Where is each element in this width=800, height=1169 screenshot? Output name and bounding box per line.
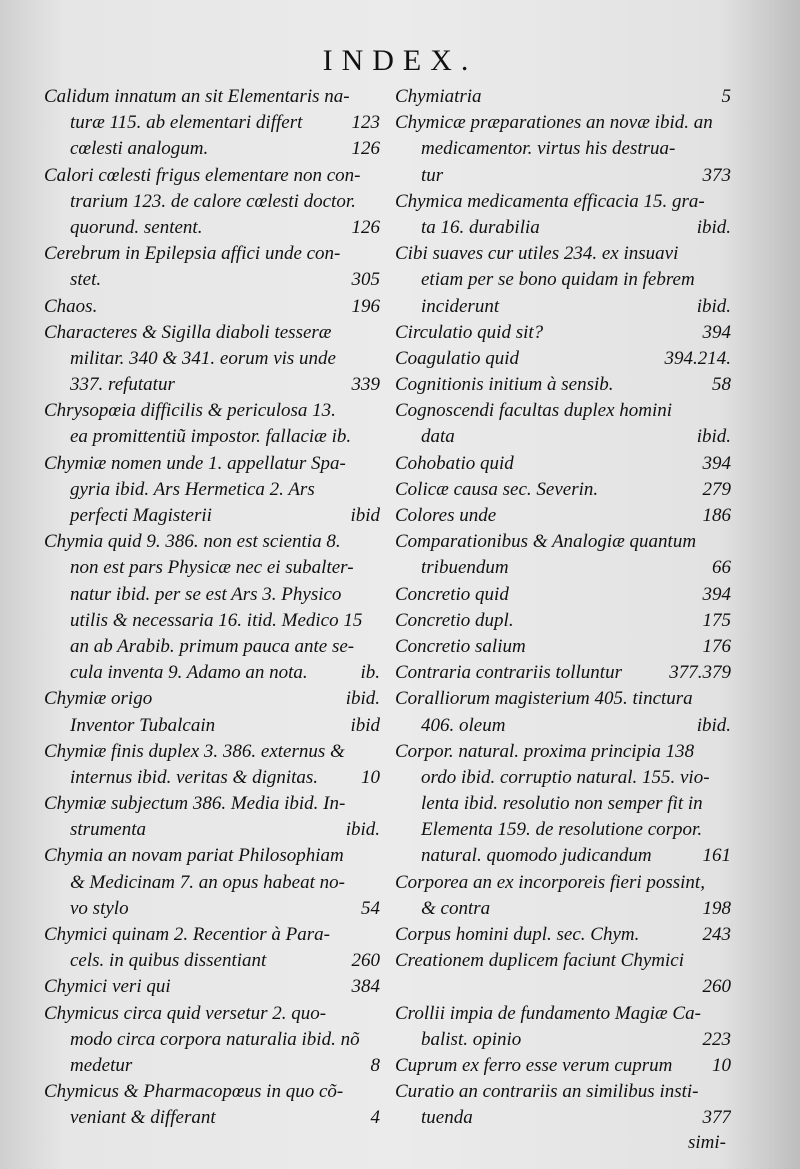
index-entry-text: Cognoscendi facultas duplex homini <box>395 400 673 422</box>
index-entry-text: Colores unde <box>395 505 497 526</box>
index-entry-text: Concretio quid <box>395 583 509 605</box>
page-reference <box>374 555 380 581</box>
page-reference: 4 <box>370 1107 380 1129</box>
index-line <box>44 477 380 503</box>
index-line <box>44 843 380 869</box>
page-reference: 384 <box>351 976 380 998</box>
index-line <box>395 582 731 608</box>
index-line <box>395 974 731 1000</box>
index-entry-text: Cibi suaves cur utiles 234. ex insuavi <box>395 243 679 265</box>
page-reference <box>374 529 380 555</box>
page-reference: ibid. <box>696 295 731 317</box>
page-reference: 260 <box>351 950 380 972</box>
index-line <box>44 84 380 110</box>
page-reference: ibid. <box>345 688 380 710</box>
index-entry-text: Cerebrum in Epilepsia affici unde con- <box>44 243 341 265</box>
page-reference <box>374 634 380 660</box>
page-reference <box>374 1001 380 1027</box>
index-entry-text: Cognitionis initium à sensib. <box>395 374 614 396</box>
index-line <box>395 424 731 450</box>
index-line <box>44 163 380 189</box>
index-line <box>44 634 380 660</box>
index-entry-text: gyria ibid. Ars Hermetica 2. Ars <box>70 478 315 500</box>
index-line <box>395 529 731 555</box>
index-line <box>44 398 380 424</box>
page-reference: ibid. <box>696 216 731 238</box>
index-entry-text: stet. <box>70 269 102 291</box>
page-reference: 10 <box>712 1054 731 1076</box>
page-reference <box>725 110 731 136</box>
index-entry-text: Cuprum ex ferro esse verum cuprum <box>395 1054 673 1076</box>
index-entry-text: Coralliorum magisterium 405. tinctura <box>395 688 693 710</box>
index-line <box>395 739 731 765</box>
page-reference: 373 <box>702 164 731 186</box>
index-line <box>395 870 731 896</box>
index-entry-text: 337. refutatur <box>70 374 175 396</box>
page-reference <box>374 424 380 450</box>
index-entry-text: Creationem duplicem faciunt Chymici <box>395 950 684 972</box>
index-line <box>44 136 380 162</box>
index-line <box>395 503 731 529</box>
index-line <box>44 503 380 529</box>
index-line <box>395 713 731 739</box>
page-reference <box>374 791 380 817</box>
page-reference: 54 <box>361 897 380 919</box>
page-reference <box>725 817 731 843</box>
index-line <box>44 660 380 686</box>
page-reference <box>725 529 731 555</box>
index-entry-text: tur <box>421 164 444 186</box>
page-reference: 243 <box>702 924 731 945</box>
page-reference <box>374 189 380 215</box>
page-reference <box>725 136 731 162</box>
index-entry-text: Chymicæ præparationes an novæ ibid. an <box>395 112 713 134</box>
page-reference: 66 <box>712 557 731 579</box>
index-line <box>395 1053 731 1079</box>
index-entry-text: cœlesti analogum. <box>70 138 209 160</box>
page-reference: ibid. <box>345 819 380 841</box>
index-entry-text: natur ibid. per se est Ars 3. Physico <box>70 583 342 605</box>
index-line <box>395 1079 731 1105</box>
index-entry-text: non est pars Physicæ nec ei subalter- <box>70 557 354 579</box>
page-reference: 126 <box>351 138 380 160</box>
index-entry-text: Chymiæ nomen unde 1. appellatur Spa- <box>44 452 346 474</box>
index-line <box>395 634 731 660</box>
index-entry-text: veniant & differant <box>70 1107 216 1129</box>
page-reference: ibid. <box>696 426 731 448</box>
index-line <box>44 870 380 896</box>
index-line <box>395 686 731 712</box>
index-line <box>44 451 380 477</box>
index-line <box>44 1053 380 1079</box>
index-entry-text: tuenda <box>421 1107 473 1129</box>
index-entry-text: internus ibid. veritas & dignitas. <box>70 766 319 788</box>
index-entry-text: etiam per se bono quidam in febrem <box>421 269 695 291</box>
index-entry-text: Chymici veri qui <box>44 976 171 998</box>
index-line <box>395 922 731 948</box>
index-entry-text: Corpus homini dupl. sec. Chym. <box>395 924 640 945</box>
page-reference: 5 <box>721 86 731 107</box>
page-reference <box>374 241 380 267</box>
index-line <box>395 765 731 791</box>
index-line <box>44 817 380 843</box>
page-reference: 223 <box>702 1028 731 1050</box>
index-line <box>44 555 380 581</box>
page-reference: 394.214. <box>664 347 731 369</box>
index-line <box>44 529 380 555</box>
index-entry-text: balist. opinio <box>421 1028 522 1050</box>
page-reference <box>374 477 380 503</box>
page-reference: ib. <box>360 662 380 684</box>
index-entry-text: Chymiæ origo <box>44 688 153 710</box>
index-entry-text: ta 16. durabilia <box>421 216 540 238</box>
page-reference: 377.379 <box>669 662 731 684</box>
page-reference: 279 <box>702 478 731 500</box>
index-entry-text: Curatio an contrariis an similibus insti- <box>395 1081 699 1103</box>
page-reference <box>725 1079 731 1105</box>
index-line <box>395 136 731 162</box>
index-line <box>395 398 731 424</box>
page-reference: ibid. <box>696 714 731 736</box>
page-reference <box>725 267 731 293</box>
index-line <box>395 267 731 293</box>
page-reference <box>374 1079 380 1105</box>
index-line <box>44 896 380 922</box>
index-entry-text <box>395 974 421 1000</box>
index-column-left <box>44 84 380 1132</box>
index-entry-text: Chymicus circa quid versetur 2. quo- <box>44 1002 327 1024</box>
index-entry-text: quorund. sentent. <box>70 216 203 238</box>
index-line <box>395 294 731 320</box>
index-entry-text: lenta ibid. resolutio non semper fit in <box>421 793 703 815</box>
index-line <box>395 451 731 477</box>
page-reference <box>374 922 380 948</box>
index-line <box>395 189 731 215</box>
index-entry-text: & Medicinam 7. an opus habeat no- <box>70 871 345 893</box>
index-line <box>395 372 731 398</box>
index-entry-text: militar. 340 & 341. eorum vis unde <box>70 347 336 369</box>
page-reference <box>374 451 380 477</box>
catchword: simi- <box>688 1132 726 1153</box>
index-entry-text: perfecti Magisterii <box>70 505 212 526</box>
index-line <box>44 974 380 1000</box>
index-entry-text: Colicæ causa sec. Severin. <box>395 478 599 500</box>
index-entry-text: Calori cœlesti frigus elementare non con- <box>44 164 361 186</box>
index-entry-text: Crollii impia de fundamento Magiæ Ca- <box>395 1002 701 1024</box>
page-reference: 394 <box>702 321 731 343</box>
index-line <box>44 765 380 791</box>
index-entry-text: Chrysopœia difficilis & periculosa 13. <box>44 400 336 422</box>
index-line <box>44 424 380 450</box>
index-line <box>44 294 380 320</box>
index-entry-text: medetur <box>70 1054 133 1076</box>
index-line <box>395 84 731 110</box>
index-line <box>395 215 731 241</box>
index-line <box>395 241 731 267</box>
page-reference: 198 <box>702 897 731 919</box>
page-reference: 186 <box>702 505 731 526</box>
index-line <box>44 241 380 267</box>
index-line <box>395 843 731 869</box>
index-entry-text: Coagulatio quid <box>395 347 520 369</box>
index-line <box>44 372 380 398</box>
index-entry-text: modo circa corporа naturalia ibid. nõ <box>70 1028 360 1050</box>
index-entry-text: Chymici quinam 2. Recentior à Para- <box>44 924 331 945</box>
index-line <box>395 110 731 136</box>
page-reference: 58 <box>712 374 731 396</box>
page-reference <box>374 398 380 424</box>
index-entry-text: Chaos. <box>44 295 98 317</box>
index-line <box>44 713 380 739</box>
page-reference <box>374 739 380 765</box>
index-entry-text: natural. quomodo judicandum <box>421 845 652 867</box>
index-line <box>44 948 380 974</box>
index-line <box>44 1001 380 1027</box>
index-entry-text: Chymiæ finis duplex 3. 386. externus & <box>44 740 345 762</box>
index-entry-text: data <box>421 426 455 448</box>
page-reference <box>374 843 380 869</box>
page-reference <box>374 870 380 896</box>
index-entry-text: Elementa 159. de resolutione corpor. <box>421 819 703 841</box>
page-reference: 377 <box>702 1107 731 1129</box>
page-reference: 394 <box>702 452 731 474</box>
index-entry-text: Corpor. natural. proxima principia 138 <box>395 740 695 762</box>
page-reference <box>374 163 380 189</box>
page-reference: 123 <box>351 112 380 134</box>
index-line <box>44 739 380 765</box>
index-entry-text: cula inventa 9. Adamo an nota. <box>70 662 308 684</box>
index-entry-text: medicamentor. virtus his destrua- <box>421 138 676 160</box>
page-reference: ibid <box>350 714 380 736</box>
index-line <box>44 110 380 136</box>
index-line <box>395 477 731 503</box>
index-line <box>395 555 731 581</box>
page-reference <box>725 189 731 215</box>
index-entry-text: Calidum innatum an sit Elementaris na- <box>44 86 350 107</box>
index-line <box>395 608 731 634</box>
page-reference <box>374 320 380 346</box>
index-entry-text: Cohobatio quid <box>395 452 514 474</box>
page-reference <box>374 346 380 372</box>
index-entry-text: Concretio salium <box>395 635 526 657</box>
index-line <box>44 346 380 372</box>
index-line <box>44 686 380 712</box>
index-line <box>395 896 731 922</box>
index-entry-text: Chymiæ subjectum 386. Media ibid. In- <box>44 793 346 815</box>
page-reference: 260 <box>702 976 731 998</box>
index-line <box>44 608 380 634</box>
index-line <box>44 922 380 948</box>
index-entry-text: & contra <box>421 897 491 919</box>
index-line <box>395 791 731 817</box>
page-reference <box>725 686 731 712</box>
index-entry-text: Chymia an novam pariat Philosophiam <box>44 845 344 867</box>
page-reference: 10 <box>361 766 380 788</box>
page-reference: 175 <box>702 609 731 631</box>
index-entry-text: Characteres & Sigilla diaboli tesseræ <box>44 321 332 343</box>
page-header: INDEX. <box>322 44 478 77</box>
page-reference: 176 <box>702 635 731 657</box>
page-reference: 126 <box>351 216 380 238</box>
index-entry-text: 406. oleum <box>421 714 506 736</box>
index-entry-text: Chymia quid 9. 386. non est scientia 8. <box>44 531 341 553</box>
index-entry-text: Chymica medicamenta efficacia 15. gra- <box>395 190 705 212</box>
index-entry-text: an ab Arabib. primum pauca ante se- <box>70 635 355 657</box>
index-entry-text: cels. in quibus dissentiant <box>70 950 267 972</box>
page-reference <box>374 608 380 634</box>
index-line <box>44 189 380 215</box>
index-line <box>395 817 731 843</box>
index-line <box>44 1079 380 1105</box>
index-column-right <box>395 84 731 1132</box>
index-entry-text: Corporea an ex incorporeis fieri possint, <box>395 871 705 893</box>
index-line <box>44 1027 380 1053</box>
index-entry-text: Circulatio quid sit? <box>395 321 544 343</box>
page-reference <box>725 739 731 765</box>
page-reference <box>725 870 731 896</box>
index-entry-text: turæ 115. ab elementari differt <box>70 112 303 134</box>
index-line <box>44 267 380 293</box>
page-reference <box>725 948 731 974</box>
page-reference: ibid <box>350 505 380 526</box>
index-entry-text: Contraria contrariis tolluntur <box>395 662 622 684</box>
page-reference <box>725 765 731 791</box>
page-reference <box>725 1001 731 1027</box>
index-line <box>395 320 731 346</box>
index-line <box>44 791 380 817</box>
index-line <box>44 582 380 608</box>
index-entry-text: Chymiatria <box>395 86 482 107</box>
page-reference: 161 <box>702 845 731 867</box>
index-entry-text: Chymicus & Pharmacopœus in quo cõ- <box>44 1081 344 1103</box>
index-line <box>44 1105 380 1131</box>
page-reference <box>374 84 380 110</box>
page-reference <box>374 1027 380 1053</box>
page-reference <box>374 582 380 608</box>
page-reference: 305 <box>351 269 380 291</box>
page-reference <box>725 241 731 267</box>
index-line <box>395 163 731 189</box>
index-line <box>395 1001 731 1027</box>
index-entry-text: ordo ibid. corruptio natural. 155. vio- <box>421 766 710 788</box>
index-line <box>44 215 380 241</box>
page-reference: 394 <box>702 583 731 605</box>
index-entry-text: strumenta <box>70 819 146 841</box>
index-entry-text: Inventor Tubalcain <box>70 714 216 736</box>
index-entry-text: inciderunt <box>421 295 500 317</box>
index-line <box>395 948 731 974</box>
index-entry-text: Comparationibus & Analogiæ quantum <box>395 531 697 553</box>
index-line <box>395 1105 731 1131</box>
index-entry-text: utilis & necessaria 16. itid. Medico 15 <box>70 609 363 631</box>
index-line <box>44 320 380 346</box>
index-entry-text: tribuendum <box>421 557 509 579</box>
index-entry-text: vo stylo <box>70 897 129 919</box>
index-entry-text: trarium 123. de calore cœlesti doctor. <box>70 190 356 212</box>
page-reference <box>725 398 731 424</box>
index-entry-text: Concretio dupl. <box>395 609 514 631</box>
index-line <box>395 660 731 686</box>
page-reference <box>725 791 731 817</box>
page-reference: 196 <box>351 295 380 317</box>
index-line <box>395 346 731 372</box>
index-entry-text: ea promittentiũ impostor. fallaciæ ib. <box>70 426 352 448</box>
page-reference: 339 <box>351 374 380 396</box>
page-reference: 8 <box>370 1054 380 1076</box>
index-line <box>395 1027 731 1053</box>
